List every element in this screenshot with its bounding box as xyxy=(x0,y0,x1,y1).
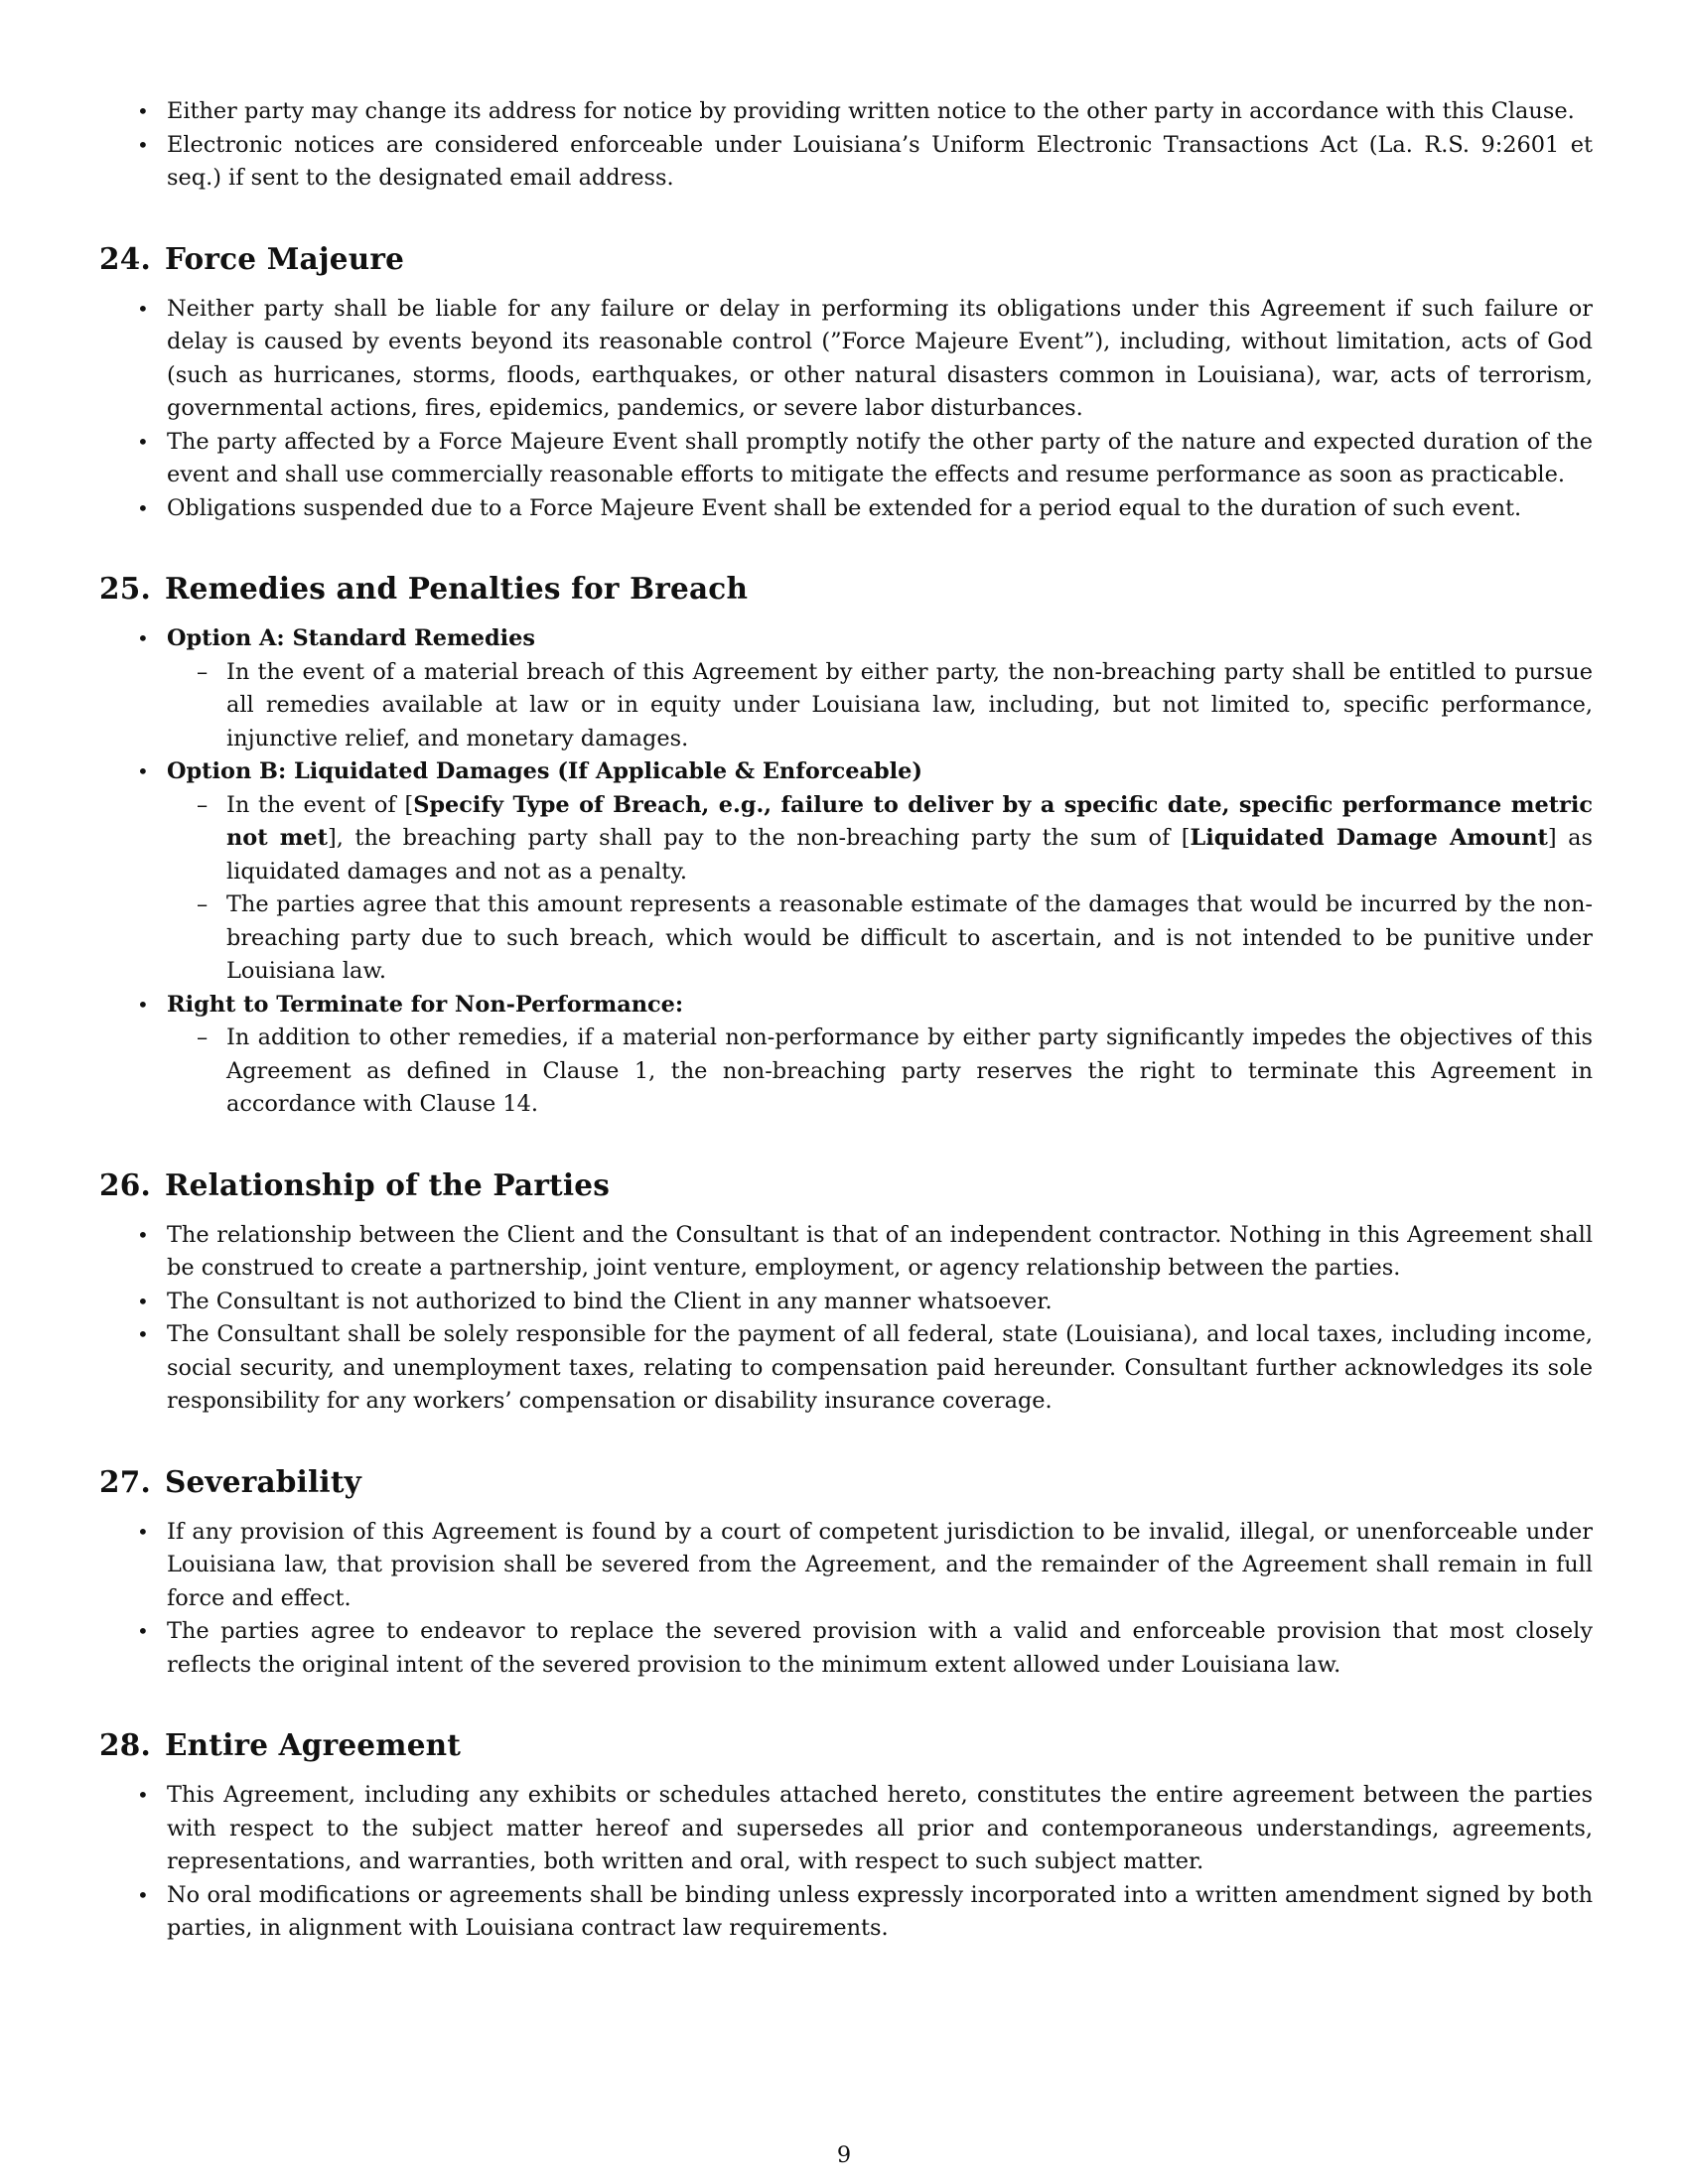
bullet-icon: • xyxy=(137,992,149,1017)
section-heading xyxy=(99,1725,1593,1765)
section-title: Entire Agreement xyxy=(164,1727,462,1762)
bullet-list xyxy=(99,95,1593,196)
option-label: Right to Terminate for Non-Performance: xyxy=(167,991,684,1018)
list-item: • This Agreement, including any exhibits or schedules attached hereto, constitutes the entire agreement between the parties with respect to the subject matter hereof and supersedes all prior and contemporaneous understandings, agreements, representations, and warranties, both written and oral, with respect to such subject matter. xyxy=(99,1779,1593,1879)
sub-list xyxy=(167,789,1593,989)
list-item: • Obligations suspended due to a Force Majeure Event shall be extended for a period equal to the duration of such event. xyxy=(99,492,1593,526)
bullet-list xyxy=(99,293,1593,526)
section-heading xyxy=(99,1462,1593,1502)
section-number: 27. xyxy=(99,1463,151,1499)
bullet-list xyxy=(99,622,1593,1122)
bullet-icon: • xyxy=(137,296,149,321)
section-heading xyxy=(99,1165,1593,1205)
bullet-icon: • xyxy=(137,429,149,454)
section-heading xyxy=(99,569,1593,609)
bullet-icon: • xyxy=(137,1322,149,1346)
section-number: 25. xyxy=(99,571,151,606)
option-label: Option A: Standard Remedies xyxy=(167,625,535,651)
sub-list-item: – In the event of a material breach of this Agreement by either party, the non-breaching party shall be entitled to pursue all remedies available at law or in equity under Louisiana law, including, but not limited to, specific performance, injunctive relief, and monetary damages. xyxy=(167,656,1593,756)
bullet-icon: • xyxy=(137,1519,149,1544)
dash-icon: – xyxy=(197,658,209,685)
list-item: • No oral modifications or agreements shall be binding unless expressly incorporated into a written amendment signed by both parties, in alignment with Louisiana contract law requirements. xyxy=(99,1879,1593,1946)
notice-continuation xyxy=(99,95,1593,196)
section-entire-agreement xyxy=(99,1725,1593,1946)
bullet-list xyxy=(99,1219,1593,1419)
bullet-icon: • xyxy=(137,1222,149,1247)
dash-icon: – xyxy=(197,891,209,917)
sub-list-item: – The parties agree that this amount represents a reasonable estimate of the damages that would be incurred by the non-breaching party due to such breach, which would be difficult to ascertain, and is not intended to be punitive under Louisiana law. xyxy=(167,888,1593,989)
list-item: • The Consultant shall be solely responsible for the payment of all federal, state (Louisiana), and local taxes, including income, social security, and unemployment taxes, relating to compensation paid hereunder. Consultant further acknowledges its sole responsibility for any workers’ compensation or disability insurance coverage. xyxy=(99,1318,1593,1419)
sub-list xyxy=(167,1022,1593,1122)
document-page xyxy=(99,95,1593,1946)
list-item: • The party affected by a Force Majeure Event shall promptly notify the other party of the nature and expected duration of the event and shall use commercially reasonable efforts to mitigate the effects and resume performance as soon as practicable. xyxy=(99,426,1593,492)
sub-list xyxy=(167,656,1593,756)
list-item: • Neither party shall be liable for any failure or delay in performing its obligations under this Agreement if such failure or delay is caused by events beyond its reasonable control (”Force Majeure Event”), including, without limitation, acts of God (such as hurricanes, storms, floods, earthquakes, or other natural disasters common in Louisiana), war, acts of terrorism, governmental actions, fires, epidemics, pandemics, or severe labor disturbances. xyxy=(99,293,1593,426)
list-item: • If any provision of this Agreement is found by a court of competent jurisdiction to be invalid, illegal, or unenforceable under Louisiana law, that provision shall be severed from the Agreement, and the remainder of the Agreement shall remain in full force and effect. xyxy=(99,1516,1593,1616)
section-number: 28. xyxy=(99,1727,151,1762)
bullet-icon: • xyxy=(137,626,149,650)
section-title: Remedies and Penalties for Breach xyxy=(164,571,749,606)
sub-list-item: – In the event of [Specify Type of Breach, e.g., failure to deliver by a specific date, specific performance metric not met], the breaching party shall pay to the non-breaching party the sum of [Liquidated Damage Amount] as liquidated damages and not as a penalty. xyxy=(167,789,1593,889)
list-item: • Electronic notices are considered enforceable under Louisiana’s Uniform Electronic Transactions Act (La. R.S. 9:2601 et seq.) if sent to the designated email address. xyxy=(99,129,1593,196)
bullet-list xyxy=(99,1779,1593,1946)
placeholder-breach-type: Specify Type of Breach, e.g., failure to deliver by a specific date, specific performance metric not met xyxy=(226,791,1593,851)
bullet-icon: • xyxy=(137,1882,149,1907)
list-item: • The relationship between the Client and the Consultant is that of an independent contractor. Nothing in this Agreement shall be construed to create a partnership, joint venture, employment, or agency relationship between the parties. xyxy=(99,1219,1593,1286)
dash-icon: – xyxy=(197,1024,209,1050)
page-number: 9 xyxy=(836,2142,852,2168)
section-severability xyxy=(99,1462,1593,1683)
section-force-majeure xyxy=(99,239,1593,526)
section-title: Force Majeure xyxy=(164,240,405,276)
list-item: • The parties agree to endeavor to replace the severed provision with a valid and enforceable provision that most closely reflects the original intent of the severed provision to the minimum extent allowed under Louisiana law. xyxy=(99,1615,1593,1682)
section-remedies xyxy=(99,569,1593,1122)
option-label: Option B: Liquidated Damages (If Applicable & Enforceable) xyxy=(167,758,922,784)
bullet-icon: • xyxy=(137,132,149,157)
bullet-icon: • xyxy=(137,99,149,123)
dash-icon: – xyxy=(197,791,209,818)
section-relationship xyxy=(99,1165,1593,1419)
placeholder-damage-amount: Liquidated Damage Amount xyxy=(1190,825,1548,851)
bullet-list xyxy=(99,1516,1593,1683)
bullet-icon: • xyxy=(137,1289,149,1313)
list-item-option-b xyxy=(99,755,1593,989)
list-item: • The Consultant is not authorized to bind the Client in any manner whatsoever. xyxy=(99,1286,1593,1319)
section-number: 24. xyxy=(99,240,151,276)
bullet-icon: • xyxy=(137,1619,149,1643)
sub-list-item: – In addition to other remedies, if a material non-performance by either party significantly impedes the objectives of this Agreement as defined in Clause 1, the non-breaching party reserves the right to terminate this Agreement in accordance with Clause 14. xyxy=(167,1022,1593,1122)
bullet-icon: • xyxy=(137,1783,149,1807)
list-item-right-to-terminate xyxy=(99,989,1593,1122)
section-number: 26. xyxy=(99,1166,151,1202)
section-heading xyxy=(99,239,1593,279)
section-title: Severability xyxy=(164,1463,361,1499)
list-item-option-a xyxy=(99,622,1593,755)
bullet-icon: • xyxy=(137,495,149,520)
bullet-icon: • xyxy=(137,759,149,783)
list-item: • Either party may change its address for notice by providing written notice to the other party in accordance with this Clause. xyxy=(99,95,1593,129)
section-title: Relationship of the Parties xyxy=(164,1166,611,1202)
